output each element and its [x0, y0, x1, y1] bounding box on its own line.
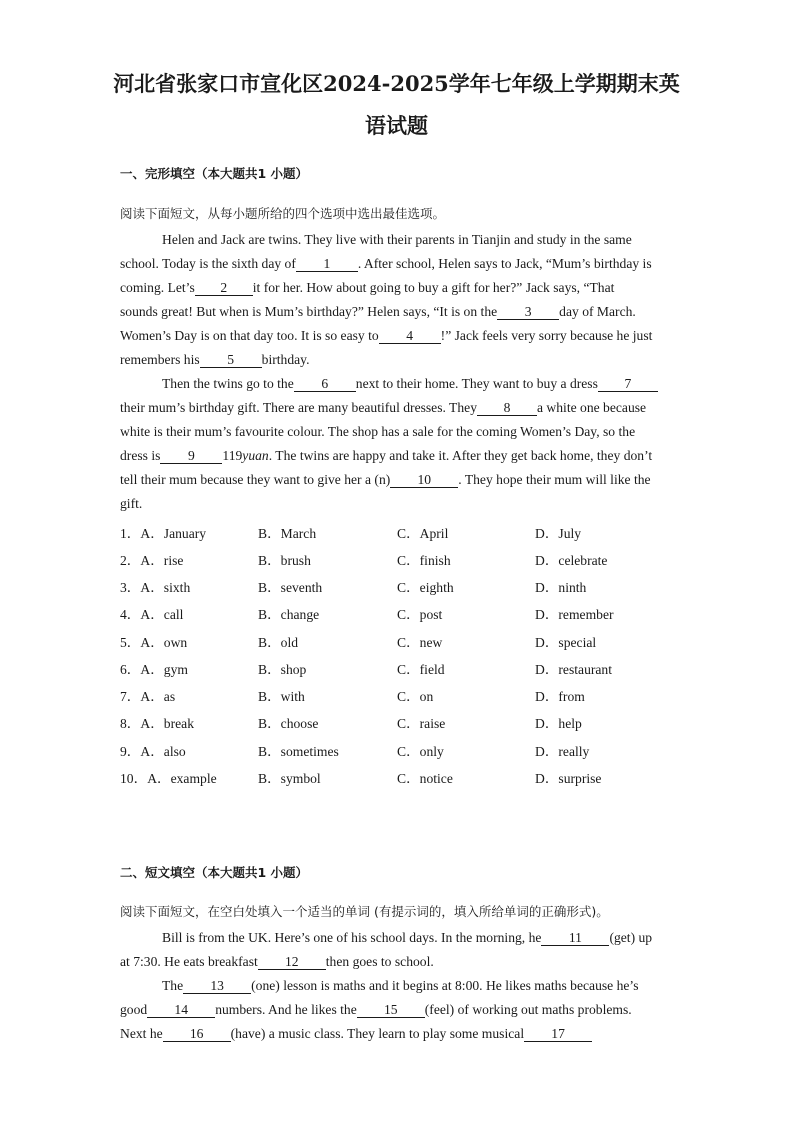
- title-line-1: 河北省张家口市宣化区2024-2025学年七年级上学期期末英: [113, 71, 680, 96]
- option-d: D．help: [535, 716, 582, 731]
- option-a: 2．A．rise: [120, 553, 184, 568]
- passage-text: 119: [222, 448, 243, 463]
- passage-line: white is their mum’s favourite colour. The shop has a sale for the coming Women’s Day, so the: [120, 424, 636, 439]
- blank-3: 3: [497, 305, 559, 320]
- passage-text: good: [120, 1002, 148, 1017]
- blank-2: 2: [195, 281, 253, 296]
- passage-text: it for her. How about going to buy a gift for her?” Jack says, “That: [252, 280, 615, 295]
- section-1-instruction: 阅读下面短文，从每小题所给的四个选项中选出最佳选项。: [120, 206, 446, 221]
- blank-7: 7: [598, 377, 658, 392]
- passage-text: dress is: [120, 448, 161, 463]
- blank-11: 11: [541, 931, 609, 946]
- passage-text: sounds great! But when is Mum’s birthday?” Helen says, “It is on the: [120, 304, 498, 319]
- option-c: C．post: [397, 607, 443, 622]
- section-2-instruction: 阅读下面短文，在空白处填入一个适当的单词 (有提示词的，填入所给单词的正确形式)。: [120, 904, 609, 919]
- option-c: C．eighth: [397, 580, 454, 595]
- question-1-options: [120, 522, 680, 540]
- option-c: C．finish: [397, 553, 451, 568]
- option-a: 5．A．own: [120, 635, 188, 650]
- section-2-heading: 二、短文填空（本大题共1 小题）: [120, 865, 309, 880]
- passage-line: [120, 1002, 675, 1018]
- blank-1: 1: [296, 257, 358, 272]
- option-d: D．celebrate: [535, 553, 608, 568]
- passage-line: [120, 448, 675, 464]
- option-b: B．sometimes: [258, 744, 339, 759]
- option-a: 6．A．gym: [120, 662, 188, 677]
- option-b: B．with: [258, 689, 305, 704]
- option-c: C．on: [397, 689, 434, 704]
- option-c: C．field: [397, 662, 445, 677]
- passage-line: [120, 472, 675, 488]
- option-c: C．raise: [397, 716, 446, 731]
- passage-text: (one) lesson is maths and it begins at 8:00. He likes maths because he’s: [251, 978, 639, 993]
- passage-text: yuan: [242, 448, 269, 463]
- passage-text: coming. Let’s: [120, 280, 195, 295]
- option-d: D．ninth: [535, 580, 587, 595]
- passage-line: [120, 352, 675, 368]
- passage-text: remembers his: [120, 352, 200, 367]
- passage-text: (feel) of working out maths problems.: [424, 1002, 632, 1017]
- passage-text: birthday.: [261, 352, 310, 367]
- option-b: B．brush: [258, 553, 311, 568]
- option-b: B．choose: [258, 716, 319, 731]
- passage-line: [162, 930, 717, 946]
- passage-text: Women’s Day is on that day too. It is so easy to: [120, 328, 379, 343]
- passage-text: (get) up: [609, 930, 653, 945]
- question-6-options: [120, 658, 680, 676]
- title-line-2: 语试题: [365, 113, 428, 138]
- blank-4: 4: [379, 329, 441, 344]
- option-b: B．change: [258, 607, 320, 622]
- passage-text: . The twins are happy and take it. After they get back home, they don’t: [268, 448, 653, 463]
- passage-text: Then the twins go to the: [162, 376, 294, 391]
- option-c: C．April: [397, 526, 449, 541]
- blank-14: 14: [147, 1003, 215, 1018]
- option-a: 10．A．example: [120, 771, 217, 786]
- passage-text: next to their home. They want to buy a dress: [355, 376, 598, 391]
- option-d: D．surprise: [535, 771, 602, 786]
- passage-text: a white one because: [537, 400, 647, 415]
- passage-text: Next he: [120, 1026, 163, 1041]
- option-b: B．shop: [258, 662, 307, 677]
- passage-line: [120, 954, 675, 970]
- blank-13: 13: [183, 979, 251, 994]
- passage-text: Bill is from the UK. Here’s one of his school days. In the morning, he: [162, 930, 542, 945]
- section-1-heading: 一、完形填空（本大题共1 小题）: [120, 166, 309, 181]
- option-d: D．really: [535, 744, 590, 759]
- passage-text: day of March.: [559, 304, 636, 319]
- blank-9: 9: [160, 449, 222, 464]
- option-d: D．restaurant: [535, 662, 613, 677]
- question-4-options: [120, 603, 680, 621]
- passage-line: [120, 256, 675, 272]
- passage-text: then goes to school.: [325, 954, 434, 969]
- passage-line: [120, 400, 675, 416]
- option-d: D．special: [535, 635, 597, 650]
- option-b: B．seventh: [258, 580, 323, 595]
- option-a: 1．A．January: [120, 526, 207, 541]
- option-d: D．from: [535, 689, 585, 704]
- blank-17: 17: [524, 1027, 592, 1042]
- passage-text: !” Jack feels very sorry because he just: [440, 328, 653, 343]
- passage-text: The: [162, 978, 184, 993]
- passage-line: [120, 1026, 675, 1042]
- passage-text: . After school, Helen says to Jack, “Mum’s birthday is: [357, 256, 652, 271]
- option-a: 7．A．as: [120, 689, 176, 704]
- option-a: 3．A．sixth: [120, 580, 191, 595]
- blank-12: 12: [258, 955, 326, 970]
- passage-text: . They hope their mum will like the: [458, 472, 651, 487]
- blank-16: 16: [163, 1027, 231, 1042]
- option-a: 4．A．call: [120, 607, 184, 622]
- option-d: D．July: [535, 526, 582, 541]
- question-5-options: [120, 631, 680, 649]
- option-a: 9．A．also: [120, 744, 186, 759]
- option-b: B．old: [258, 635, 299, 650]
- option-d: D．remember: [535, 607, 614, 622]
- blank-10: 10: [390, 473, 458, 488]
- blank-15: 15: [357, 1003, 425, 1018]
- passage-text: (have) a music class. They learn to play some musical: [230, 1026, 525, 1041]
- option-a: 8．A．break: [120, 716, 194, 731]
- passage-line: [162, 978, 717, 994]
- option-c: C．notice: [397, 771, 453, 786]
- passage-text: numbers. And he likes the: [215, 1002, 357, 1017]
- question-3-options: [120, 576, 680, 594]
- question-2-options: [120, 549, 680, 567]
- passage-line: [120, 280, 675, 296]
- blank-5: 5: [200, 353, 262, 368]
- question-9-options: [120, 740, 680, 758]
- passage-line: Helen and Jack are twins. They live with their parents in Tianjin and study in the same: [162, 232, 632, 247]
- passage-text: at 7:30. He eats breakfast: [120, 954, 258, 969]
- passage-line: gift.: [120, 496, 143, 511]
- option-c: C．only: [397, 744, 444, 759]
- passage-text: tell their mum because they want to give her a (n): [120, 472, 391, 487]
- option-b: B．March: [258, 526, 317, 541]
- option-c: C．new: [397, 635, 443, 650]
- passage-line: [120, 328, 675, 344]
- blank-6: 6: [294, 377, 356, 392]
- question-8-options: [120, 712, 680, 730]
- passage-line: [120, 304, 675, 320]
- passage-text: school. Today is the sixth day of: [120, 256, 296, 271]
- question-10-options: [120, 767, 680, 785]
- passage-text: their mum’s birthday gift. There are many beautiful dresses. They: [120, 400, 477, 415]
- option-b: B．symbol: [258, 771, 321, 786]
- passage-line: [162, 376, 717, 392]
- question-7-options: [120, 685, 680, 703]
- blank-8: 8: [477, 401, 537, 416]
